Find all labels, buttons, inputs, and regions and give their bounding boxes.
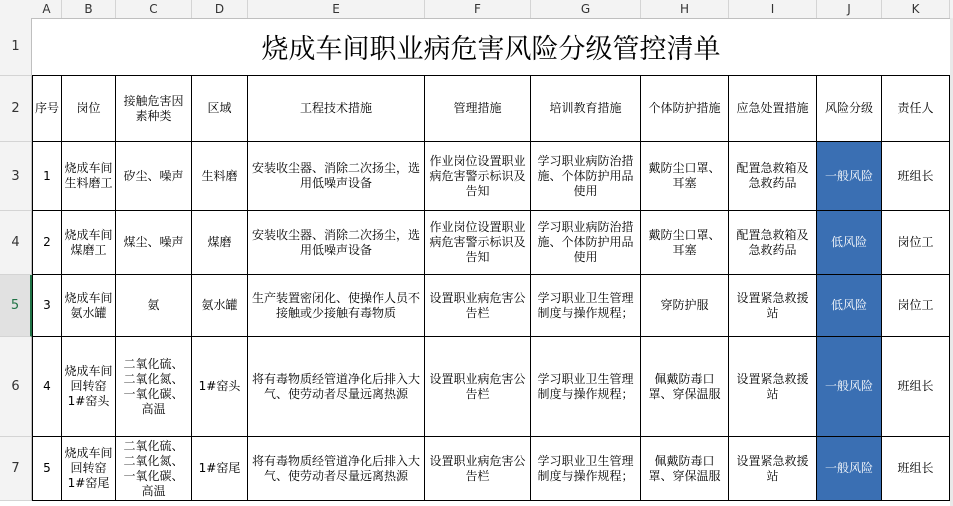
cell-k-5[interactable]: 岗位工 — [882, 275, 950, 337]
cell-c-5[interactable]: 氨 — [116, 275, 192, 337]
column-header-b[interactable]: B — [62, 0, 116, 18]
header-cell-d[interactable]: 区域 — [192, 76, 248, 142]
cell-b-7[interactable]: 烧成车间回转窑1#窑尾 — [62, 437, 116, 501]
header-cell-c[interactable]: 接触危害因素种类 — [116, 76, 192, 142]
column-header-f[interactable]: F — [425, 0, 531, 18]
column-header-bar — [0, 0, 953, 19]
cell-d-6[interactable]: 1#窑头 — [192, 337, 248, 437]
cell-g-5[interactable]: 学习职业卫生管理制度与操作规程； — [531, 275, 641, 337]
cell-h-4[interactable]: 戴防尘口罩、耳塞 — [641, 211, 729, 275]
row-header-2[interactable]: 2 — [0, 76, 32, 142]
cell-a-7[interactable]: 5 — [32, 437, 62, 501]
cell-a-5[interactable]: 3 — [32, 275, 62, 337]
column-header-a[interactable]: A — [32, 0, 62, 18]
cell-g-4[interactable]: 学习职业病防治措施、个体防护用品使用 — [531, 211, 641, 275]
cell-d-7[interactable]: 1#窑尾 — [192, 437, 248, 501]
row-header-6[interactable]: 6 — [0, 337, 32, 437]
column-header-g[interactable]: G — [531, 0, 641, 18]
cell-k-6[interactable]: 班组长 — [882, 337, 950, 437]
cell-d-3[interactable]: 生料磨 — [192, 142, 248, 211]
column-header-e[interactable]: E — [248, 0, 425, 18]
row-header-3[interactable]: 3 — [0, 142, 32, 211]
cell-a-4[interactable]: 2 — [32, 211, 62, 275]
cell-f-7[interactable]: 设置职业病危害公告栏 — [425, 437, 531, 501]
cell-i-5[interactable]: 设置紧急救援站 — [729, 275, 817, 337]
cell-e-5[interactable]: 生产装置密闭化、使操作人员不接触或少接触有毒物质 — [248, 275, 425, 337]
cell-f-4[interactable]: 作业岗位设置职业病危害警示标识及告知 — [425, 211, 531, 275]
cell-c-4[interactable]: 煤尘、噪声 — [116, 211, 192, 275]
column-header-j[interactable]: J — [817, 0, 882, 18]
cell-c-6[interactable]: 二氧化硫、二氧化氮、一氧化碳、高温 — [116, 337, 192, 437]
cell-f-3[interactable]: 作业岗位设置职业病危害警示标识及告知 — [425, 142, 531, 211]
header-cell-b[interactable]: 岗位 — [62, 76, 116, 142]
cell-i-7[interactable]: 设置紧急救援站 — [729, 437, 817, 501]
cell-d-5[interactable]: 氨水罐 — [192, 275, 248, 337]
row-header-5[interactable]: 5 — [0, 275, 32, 337]
cell-h-6[interactable]: 佩戴防毒口罩、穿保温服 — [641, 337, 729, 437]
cell-a-6[interactable]: 4 — [32, 337, 62, 437]
cell-h-7[interactable]: 佩戴防毒口罩、穿保温服 — [641, 437, 729, 501]
cell-h-5[interactable]: 穿防护服 — [641, 275, 729, 337]
cell-k-3[interactable]: 班组长 — [882, 142, 950, 211]
row-header-4[interactable]: 4 — [0, 211, 32, 275]
cell-e-6[interactable]: 将有毒物质经管道净化后排入大气、使劳动者尽量远离热源 — [248, 337, 425, 437]
cell-b-3[interactable]: 烧成车间生料磨工 — [62, 142, 116, 211]
row-header-7[interactable]: 7 — [0, 437, 32, 501]
cell-i-4[interactable]: 配置急救箱及急救药品 — [729, 211, 817, 275]
cell-k-7[interactable]: 班组长 — [882, 437, 950, 501]
cell-a-3[interactable]: 1 — [32, 142, 62, 211]
column-header-h[interactable]: H — [641, 0, 729, 18]
cell-i-6[interactable]: 设置紧急救援站 — [729, 337, 817, 437]
cell-k-4[interactable]: 岗位工 — [882, 211, 950, 275]
cell-g-7[interactable]: 学习职业卫生管理制度与操作规程； — [531, 437, 641, 501]
cell-j-4[interactable]: 低风险 — [817, 211, 882, 275]
header-cell-i[interactable]: 应急处置措施 — [729, 76, 817, 142]
header-cell-a[interactable]: 序号 — [32, 76, 62, 142]
cell-f-5[interactable]: 设置职业病危害公告栏 — [425, 275, 531, 337]
column-header-k[interactable]: K — [882, 0, 950, 18]
cell-b-4[interactable]: 烧成车间煤磨工 — [62, 211, 116, 275]
cell-j-7[interactable]: 一般风险 — [817, 437, 882, 501]
cell-j-5[interactable]: 低风险 — [817, 275, 882, 337]
header-cell-h[interactable]: 个体防护措施 — [641, 76, 729, 142]
cell-i-3[interactable]: 配置急救箱及急救药品 — [729, 142, 817, 211]
column-header-i[interactable]: I — [729, 0, 817, 18]
cell-g-6[interactable]: 学习职业卫生管理制度与操作规程； — [531, 337, 641, 437]
cell-c-7[interactable]: 二氧化硫、二氧化氮、一氧化碳、高温 — [116, 437, 192, 501]
column-header-c[interactable]: C — [116, 0, 192, 18]
cell-e-4[interactable]: 安装收尘器、消除二次扬尘，选用低噪声设备 — [248, 211, 425, 275]
column-header-d[interactable]: D — [192, 0, 248, 18]
header-cell-e[interactable]: 工程技术措施 — [248, 76, 425, 142]
cell-g-3[interactable]: 学习职业病防治措施、个体防护用品使用 — [531, 142, 641, 211]
cell-h-3[interactable]: 戴防尘口罩、耳塞 — [641, 142, 729, 211]
sheet-title[interactable]: 烧成车间职业病危害风险分级管控清单 — [32, 18, 950, 76]
cell-b-6[interactable]: 烧成车间回转窑1#窑头 — [62, 337, 116, 437]
cell-e-3[interactable]: 安装收尘器、消除二次扬尘，选用低噪声设备 — [248, 142, 425, 211]
header-cell-f[interactable]: 管理措施 — [425, 76, 531, 142]
cell-j-3[interactable]: 一般风险 — [817, 142, 882, 211]
row-header-1[interactable]: 1 — [0, 18, 32, 76]
cell-e-7[interactable]: 将有毒物质经管道净化后排入大气、使劳动者尽量远离热源 — [248, 437, 425, 501]
cell-b-5[interactable]: 烧成车间氨水罐 — [62, 275, 116, 337]
cell-j-6[interactable]: 一般风险 — [817, 337, 882, 437]
header-cell-g[interactable]: 培训教育措施 — [531, 76, 641, 142]
cell-d-4[interactable]: 煤磨 — [192, 211, 248, 275]
header-cell-k[interactable]: 责任人 — [882, 76, 950, 142]
cell-f-6[interactable]: 设置职业病危害公告栏 — [425, 337, 531, 437]
header-cell-j[interactable]: 风险分级 — [817, 76, 882, 142]
cell-c-3[interactable]: 矽尘、噪声 — [116, 142, 192, 211]
